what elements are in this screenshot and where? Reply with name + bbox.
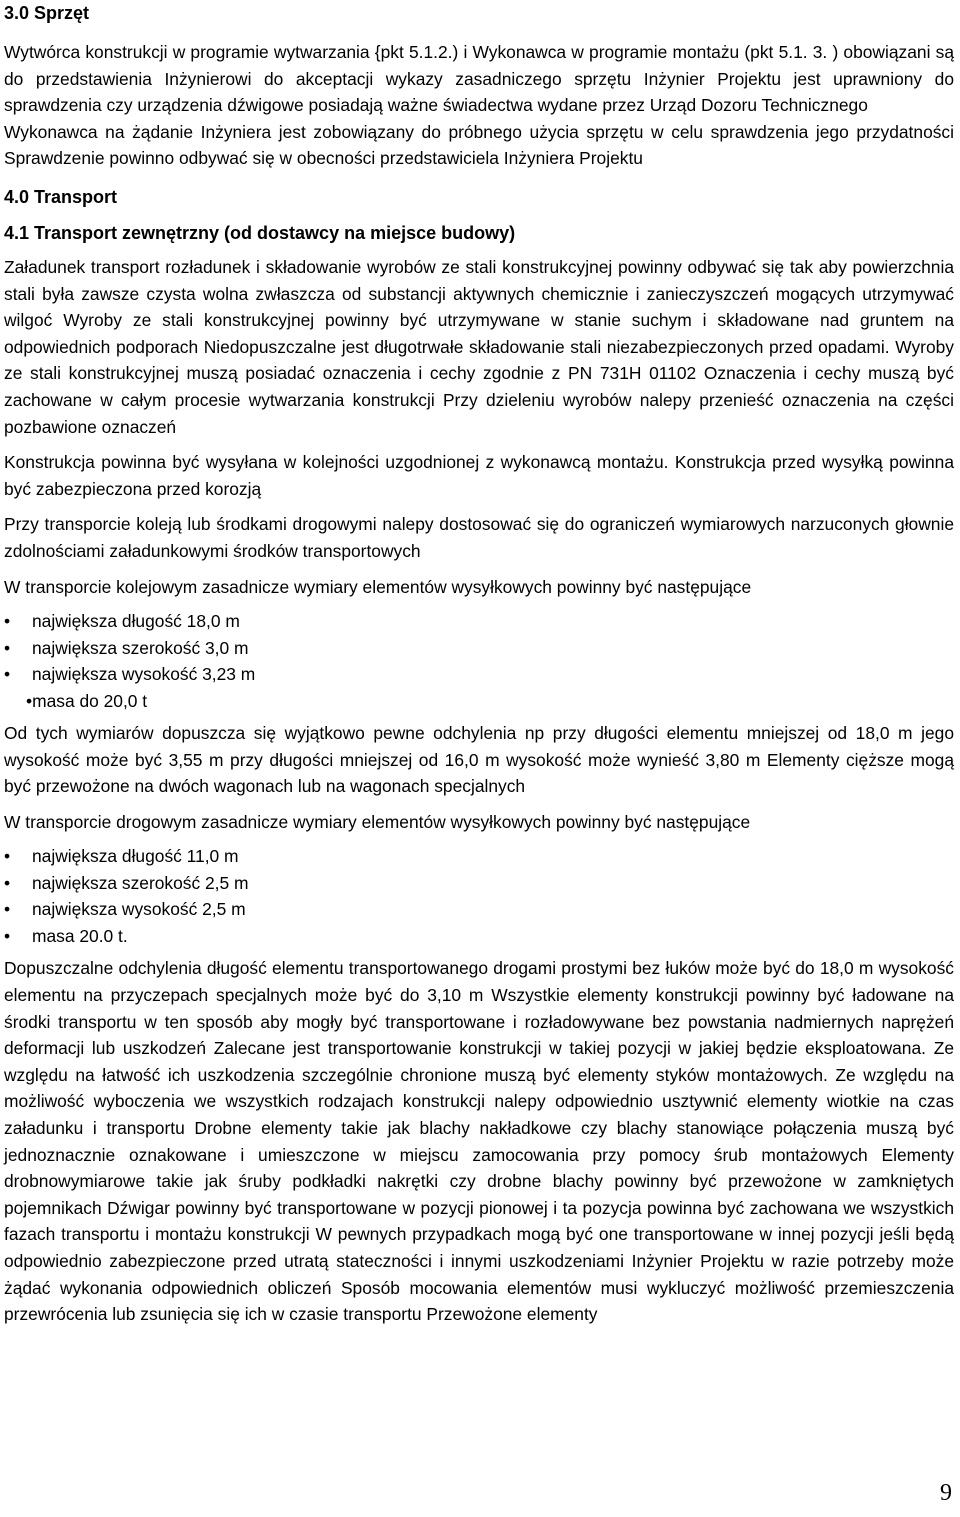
rail-dimensions-list bbox=[4, 608, 954, 714]
bullet-icon: • bbox=[4, 664, 11, 685]
paragraph-loading-storage: Załadunek transport rozładunek i składowanie wyrobów ze stali konstrukcyjnej powinny odbywać się tak aby powierzchnia stali była zawsze czysta wolna zwłaszcza od substancji aktywnych chemicznie i zanieczyszczeń mogących utrzymywać wilgoć Wyroby ze stali konstrukcyjnej powinny być utrzymywane w stanie suchym i składowane nad gruntem na odpowiednich podporach Niedopuszczalne jest długotrwałe składowanie stali niezabezpieczonych przed opadami. Wyroby ze stali konstrukcyjnej muszą posiadać oznaczenia i cechy zgodnie z PN 731H 01102 Oznaczenia i cechy muszą być zachowane w całym procesie wytwarzania konstrukcji Przy dzieleniu wyrobów nalepy przenieść oznaczenia na części pozbawione oznaczeń bbox=[4, 256, 954, 437]
list-item: • największa wysokość 3,23 m bbox=[4, 661, 954, 688]
bullet-icon: • bbox=[4, 637, 11, 658]
section-heading-equipment: 3.0 Sprzęt bbox=[4, 3, 90, 23]
bullet-icon: • bbox=[4, 846, 11, 867]
list-item: • masa 20.0 t. bbox=[4, 923, 954, 950]
paragraph-equipment-test: Wykonawca na żądanie Inżyniera jest zobowiązany do próbnego użycia sprzętu w celu sprawdzenia jego przydatności Sprawdzenie powinno odbywać się w obecności przedstawiciela Inżyniera Projektu bbox=[4, 121, 954, 169]
bullet-icon: • bbox=[4, 872, 11, 893]
list-item: • największa szerokość 3,0 m bbox=[4, 635, 954, 662]
list-item: • największa długość 18,0 m bbox=[4, 608, 954, 635]
paragraph-equipment-list: Wytwórca konstrukcji w programie wytwarzania {pkt 5.1.2.) i Wykonawca w programie montażu (pkt 5.1. 3. ) obowiązani są do przedstawienia Inżynierowi do akceptacji wykazy zasadniczego sprzętu Inżynier Projektu jest uprawniony do sprawdzenia czy urządzenia dźwigowe posiadają ważne świadectwa wydane przez Urząd Dozoru Technicznego bbox=[4, 42, 954, 116]
list-item: • największa długość 11,0 m bbox=[4, 843, 954, 870]
document-page bbox=[4, 0, 954, 1328]
paragraph-road-intro: W transporcie drogowym zasadnicze wymiary elementów wysyłkowych powinny być następujące bbox=[4, 811, 751, 832]
bullet-icon: • bbox=[4, 611, 11, 632]
bullet-icon: • bbox=[26, 690, 33, 711]
road-dimensions-list bbox=[4, 843, 954, 949]
bullet-icon: • bbox=[4, 925, 11, 946]
list-item: • największa wysokość 2,5 m bbox=[4, 896, 954, 923]
list-item: •masa do 20,0 t bbox=[26, 690, 148, 711]
paragraph-rail-exceptions: Od tych wymiarów dopuszcza się wyjątkowo pewne odchylenia np przy długości elementu mniejszej od 18,0 m jego wysokość może być 3,55 m przy długości mniejszej od 16,0 m wysokość może wynieść 3,80 m Elementy cięższe mogą być przewożone na dwóch wagonach lub na wagonach specjalnych bbox=[4, 723, 954, 797]
list-item: • największa szerokość 2,5 m bbox=[4, 870, 954, 897]
paragraph-road-deviations: Dopuszczalne odchylenia długość elementu transportowanego drogami prostymi bez łuków może być do 18,0 m wysokość elementu na przyczepach specjalnych może być do 3,10 m Wszystkie elementy konstrukcji powinny być ładowane na środki transportu w ten sposób aby mogły być transportowane i rozładowywane bez powstania nadmiernych naprężeń deformacji lub uszkodzeń Zalecane jest transportowanie konstrukcji w takiej pozycji w jakiej będzie eksploatowana. Ze względu na łatwość ich uszkodzenia szczególnie chronione muszą być elementy styków montażowych. Ze względu na możliwość wyboczenia we wszystkich rodzajach konstrukcji nalepy odpowiednio usztywnić elementy wiotkie na czas załadunku i transportu Drobne elementy takie jak blachy nakładkowe czy blachy stanowiące połączenia muszą być jednoznacznie oznakowane i umieszczone w miejscu zamocowania przy pomocy śrub montażowych Elementy drobnowymiarowe takie jak śruby podkładki nakrętki czy drobne blachy powinny być przewożone w zamkniętych pojemnikach Dźwigar powinny być transportowane w pozycji pionowej i ta pozycja powinna być zachowana we wszystkich fazach transportu i montażu konstrukcji W pewnych przypadkach mogą być one transportowane w innej pozycji jeśli będą odpowiednio zabezpieczone przed utratą stateczności i innymi uszkodzeniami Inżynier Projektu w razie potrzeby może żądać wykonania odpowiednich obliczeń Sposób mocowania elementów musi wykluczyć możliwość przemieszczenia przewrócenia lub zsunięcia się ich w czasie transportu Przewożone elementy bbox=[4, 958, 954, 1325]
paragraph-transport-limits: Przy transporcie koleją lub środkami drogowymi nalepy dostosować się do ograniczeń wymiarowych narzuconych głownie zdolnościami załadunkowymi środków transportowych bbox=[4, 514, 954, 561]
paragraph-shipping-order: Konstrukcja powinna być wysyłana w kolejności uzgodnionej z wykonawcą montażu. Konstrukcja przed wysyłką powinna być zabezpieczona przed korozją bbox=[4, 452, 954, 499]
subsection-heading-external-transport: 4.1 Transport zewnętrzny (od dostawcy na miejsce budowy) bbox=[4, 222, 516, 243]
paragraph-rail-intro: W transporcie kolejowym zasadnicze wymiary elementów wysyłkowych powinny być następujące bbox=[4, 576, 752, 597]
section-heading-transport: 4.0 Transport bbox=[4, 186, 118, 207]
bullet-icon: • bbox=[4, 899, 11, 920]
page-number: 9 bbox=[940, 1480, 952, 1506]
